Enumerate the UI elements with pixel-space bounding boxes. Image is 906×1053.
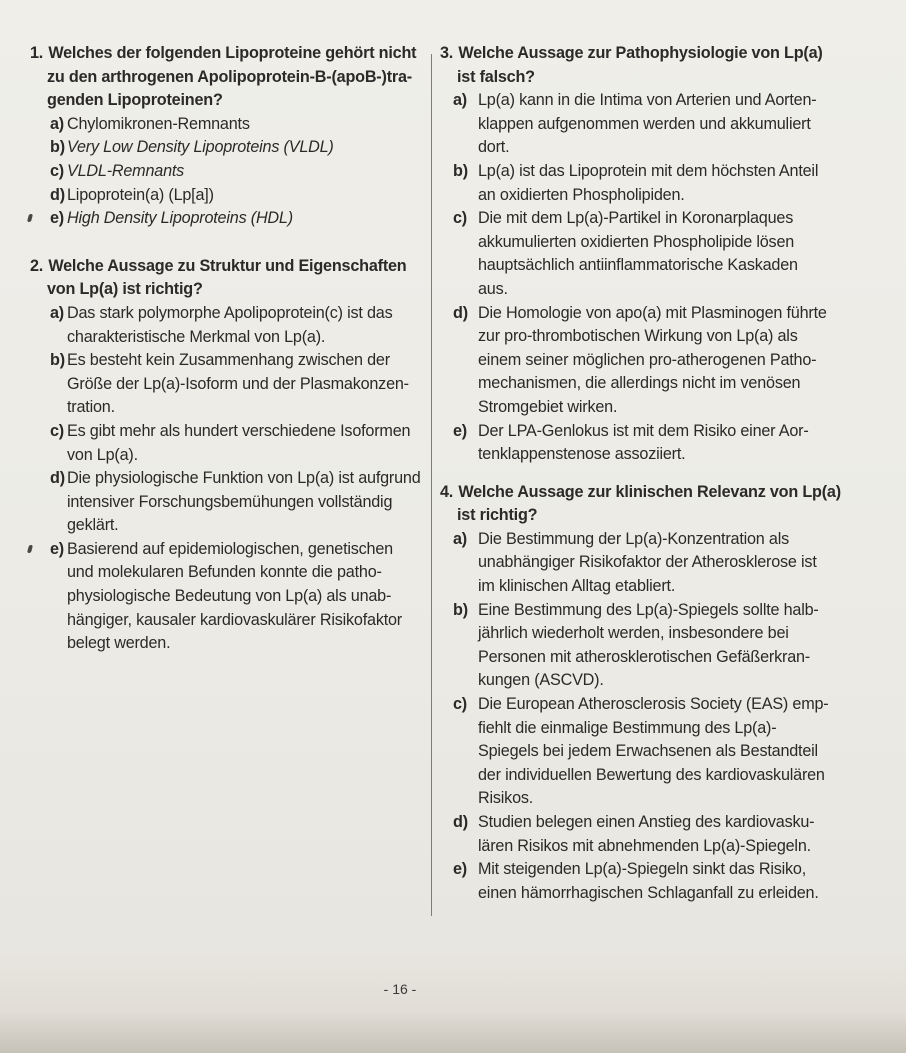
question-2-option-b: b) Es besteht kein Zusammenhang zwischen der Größe der Lp(a)-Isoform und der Plasmakonzen- tration. bbox=[50, 351, 409, 417]
page-edge-shadow bbox=[0, 1013, 906, 1053]
question-4-option-b: b) Eine Bestimmung des Lp(a)-Spiegels sollte halb- jährlich wiederholt werden, insbesondere bei Personen mit atherosklerotischen Gefäßerkran- kungen (ASCVD). bbox=[453, 600, 819, 690]
left-column bbox=[30, 42, 425, 656]
question-1-line: Welches der folgenden Lipoproteine gehört nicht bbox=[48, 44, 417, 62]
question-1-option-b: b) Very Low Density Lipoproteins (VLDL) bbox=[50, 138, 334, 157]
column-divider bbox=[431, 54, 432, 916]
question-3-option-a: a) Lp(a) kann in die Intima von Arterien und Aorten- klappen aufgenommen werden und akkumuliert dort. bbox=[453, 91, 817, 157]
pencil-mark-icon bbox=[27, 545, 33, 553]
question-4-number: 4. bbox=[440, 482, 454, 501]
question-4-option-d: d) Studien belegen einen Anstieg des kardiovasku- lären Risikos mit abnehmenden Lp(a)-Spiegeln. bbox=[453, 813, 815, 855]
question-1-number: 1. bbox=[30, 44, 44, 62]
question-4 bbox=[440, 481, 892, 906]
question-1-option-d: d) Lipoprotein(a) (Lp[a]) bbox=[50, 185, 214, 204]
pencil-mark-icon bbox=[27, 214, 33, 222]
question-3-option-d: d) Die Homologie von apo(a) mit Plasminogen führte zur pro-thrombotischen Wirkung von Lp(a) als einem seiner möglichen pro-atherogenen Patho- mechanismen, die allerdings nicht im venösen Stromgebiet wirken. bbox=[453, 303, 827, 416]
question-1-stem bbox=[30, 42, 425, 66]
question-2-stem: 2. Welche Aussage zu Struktur und Eigenschaften bbox=[30, 255, 425, 279]
question-1-line: zu den arthrogenen Apolipoprotein-B-(apoB-)tra- bbox=[47, 67, 412, 86]
right-column bbox=[440, 42, 892, 905]
spacer bbox=[440, 467, 892, 481]
question-4-option-e: e) Mit steigenden Lp(a)-Spiegeln sinkt das Risiko, einen hämorrhagischen Schlaganfall zu erleiden. bbox=[453, 860, 819, 902]
question-3-stem: 3. Welche Aussage zur Pathophysiologie von Lp(a) bbox=[440, 42, 892, 66]
question-2-option-e: e) Basierend auf epidemiologischen, genetischen und molekularen Befunden konnte die patho- physiologische Bedeutung von Lp(a) als unab- hängiger, kausaler kardiovaskulärer Risikofaktor belegt werden. bbox=[30, 538, 425, 656]
question-3 bbox=[440, 42, 892, 467]
question-1-option-c: c) VLDL-Remnants bbox=[50, 161, 185, 180]
question-2 bbox=[30, 255, 425, 656]
page-number: - 16 - bbox=[383, 981, 417, 997]
question-4-line: ist richtig? bbox=[457, 506, 538, 525]
question-4-option-c: c) Die European Atherosclerosis Society (EAS) emp- fiehlt die einmalige Bestimmung des Lp(a)- Spiegels bei jedem Erwachsenen als Bestandteil der individuellen Bewertung des kardiovaskulären Risikos. bbox=[453, 695, 829, 808]
question-1 bbox=[30, 42, 425, 231]
question-4-stem: 4. Welche Aussage zur klinischen Relevanz von Lp(a) bbox=[440, 481, 892, 505]
question-3-option-b: b) Lp(a) ist das Lipoprotein mit dem höchsten Anteil an oxidierten Phospholipiden. bbox=[453, 161, 819, 204]
question-2-option-a: a) Das stark polymorphe Apolipoprotein(c) ist das charakteristische Merkmal von Lp(a). bbox=[50, 303, 393, 346]
spacer bbox=[30, 231, 425, 255]
question-2-option-c: c) Es gibt mehr als hundert verschiedene Isoformen von Lp(a). bbox=[50, 421, 411, 464]
question-1-option-e: e) High Density Lipoproteins (HDL) bbox=[30, 207, 425, 231]
question-3-option-e: e) Der LPA-Genlokus ist mit dem Risiko einer Aor- tenklappenstenose assoziiert. bbox=[453, 421, 809, 464]
question-4-option-a: a) Die Bestimmung der Lp(a)-Konzentration als unabhängiger Risikofaktor der Atherosklerose ist im klinischen Alltag etabliert. bbox=[453, 529, 817, 596]
question-3-line: ist falsch? bbox=[457, 67, 535, 86]
question-3-number: 3. bbox=[440, 44, 454, 62]
question-1-line: genden Lipoproteinen? bbox=[47, 91, 223, 110]
question-3-option-c: c) Die mit dem Lp(a)-Partikel in Koronarplaques akkumulierten oxidierten Phospholipide lösen hauptsächlich antiinflammatorische Kaskaden aus. bbox=[453, 209, 798, 298]
question-1-option-a: a) Chylomikronen-Remnants bbox=[50, 114, 250, 133]
question-2-number: 2. bbox=[30, 256, 44, 275]
question-2-line: von Lp(a) ist richtig? bbox=[47, 280, 203, 299]
question-2-option-d: d) Die physiologische Funktion von Lp(a) ist aufgrund intensiver Forschungsbemühungen vollständig geklärt. bbox=[50, 469, 421, 535]
